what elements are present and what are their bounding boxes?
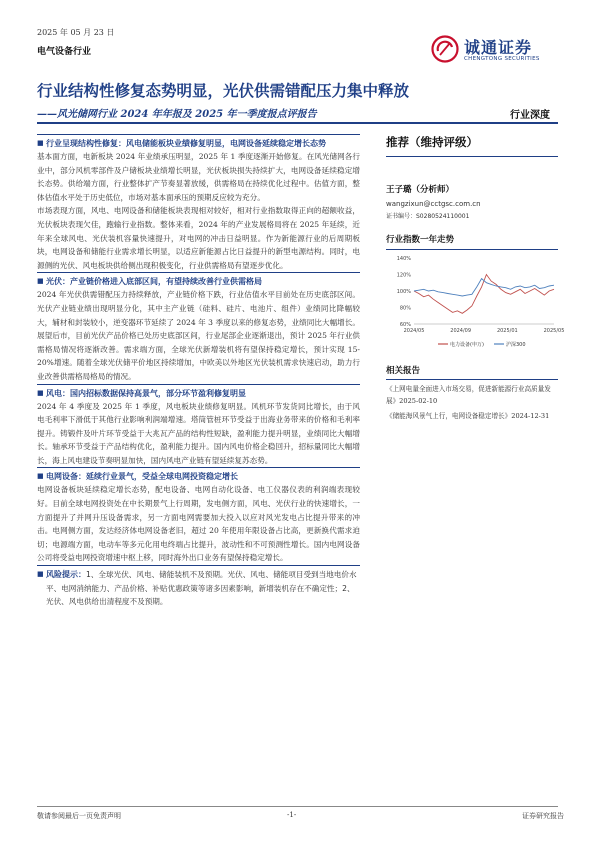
square-bullet-icon: ■ bbox=[37, 388, 44, 397]
industry-label: 电气设备行业 bbox=[37, 47, 92, 57]
y-tick-label: 60% bbox=[399, 322, 411, 328]
y-tick-label: 80% bbox=[399, 305, 411, 312]
logo-chinese-name: 诚通证券 bbox=[464, 38, 533, 57]
section-risk bbox=[37, 565, 360, 609]
x-tick-label: 2024/05 bbox=[403, 328, 425, 334]
chart-title: 行业指数一年走势 bbox=[386, 235, 455, 245]
section-grid bbox=[37, 467, 360, 565]
section-heading: ■ 行业呈现结构性修复：风电储能板块业绩修复明显，电网设备延续稳定增长态势 bbox=[37, 134, 360, 150]
x-tick-label: 2025/05 bbox=[543, 328, 565, 334]
section-pv bbox=[37, 272, 360, 383]
square-bullet-icon: ■ bbox=[37, 570, 44, 579]
y-tick-label: 120% bbox=[396, 272, 411, 279]
page-number: -1- bbox=[287, 811, 297, 819]
report-type: 行业深度 bbox=[510, 110, 550, 121]
y-tick-label: 140% bbox=[396, 256, 411, 262]
index-trend-chart-svg bbox=[386, 252, 565, 352]
related-divider bbox=[386, 379, 558, 380]
summary-column bbox=[37, 134, 360, 609]
x-tick-label: 2025/01 bbox=[496, 328, 518, 334]
report-date: 2025 年 05 月 23 日 bbox=[37, 28, 115, 37]
paragraph: 基本面方面，电新板块 2024 年业绩承压明显，2025 年 1 季度逐渐开始修复。在风光储网各行业中，部分风机零部件及户储板块业绩增长明显，光伏板块损失持续扩大，电网设备延续稳定增长态势。供给端方面，行业整体扩产节奏显著放缓，供需格局在持续优化过程中。估值方面，整体估值水平处于历史低位，市场对基本面承压的预期反应较为充分。 bbox=[37, 152, 360, 202]
paragraph: 市场表现方面，风电、电网设备和储能板块表现相对较好，相对行业指数取得正向的超额收益，光伏板块表现欠佳，跑输行业指数。整体来看，2024 年的产业发展格局将在 2025 年延续，近年来全球风电、光伏装机容量快速提升，对电网的冲击日益明显。作为新能源行业的后周期板块，电网设备和储能行业需求增长明显，以适应新能源占比日益提升的新型电源结构。同时，电源侧的光伏、风电板块供给侧出现积极变化，行业供需格局有望逐步优化。 bbox=[37, 206, 360, 270]
analyst-email[interactable]: wangzixun@cctgsc.com.cn bbox=[386, 200, 481, 208]
risk-text: 1、全球光伏、风电、储能装机不及预期。光伏、风电、储能项目受到当地电价水平、电网消纳能力、产品价格、补贴优惠政策等诸多因素影响，新增装机存在不确定性；2、光伏、风电供给出清程度不及预期。 bbox=[46, 570, 357, 607]
footer-report-type: 证券研究报告 bbox=[522, 812, 564, 820]
related-reports-list bbox=[386, 384, 558, 427]
related-report-item[interactable]: 《上网电量全面进入市场交易，促进新能源行业高质量发展》2025-02-10 bbox=[386, 385, 551, 405]
report-subtitle: ——风光储网行业 2024 年年报及 2025 年一季度报点评报告 bbox=[37, 109, 317, 120]
title-divider bbox=[37, 122, 558, 124]
paragraph: 2024 年 4 季度及 2025 年 1 季度，风电板块业绩修复明显。风机环节发货同比增长，由于风电毛利率下滑低于其他行业影响利润端增速。塔筒管桩环节受益于出海业务带来的价格和毛利率提升。铸锻件及叶片环节受益于大兆瓦产品的结构性短缺，盈利能力提升明显，业绩同比大幅增长。轴承环节受益于产品结构优化，盈利能力提升。国内风电价格企稳回升，招标量同比大幅增长，海上风电建设节奏明显加快，国内风电产业链有望延续复苏态势。 bbox=[37, 401, 360, 465]
series-line-1 bbox=[414, 279, 554, 296]
section-industry bbox=[37, 134, 360, 272]
paragraph: 2024 年光伏供需错配压力持续释放，产业链价格下跌，行业估值水平目前处在历史底部区间。光伏产业链业绩出现明显分化，其中主产业链（硅料、硅片、电池片、组件）业绩同比降幅较大，辅材和封装较小，逆变器环节延续了 2024 年 3 季度以来的修复态势，业绩同比大幅增长。展望后市，目前光伏产品价格已处历史底部区间，行业尾部企业逐渐退出，预计 2025 年行业供需格局情况将逐渐改善。需求端方面，全球光伏新增装机将有望保持稳定增长，预计实现 15-20%增速。随着全球光伏储平价地区持续增加，中欧美以外地区光伏装机需求快速启动，助力行业改善供需格局格局的情况。 bbox=[37, 290, 360, 381]
section-heading: ■ 光伏：产业链价格进入底部区间，有望持续改善行业供需格局 bbox=[37, 272, 360, 288]
legend-label: 沪深300 bbox=[506, 342, 526, 348]
footer-disclaimer: 敬请参阅最后一页免责声明 bbox=[37, 812, 121, 820]
footer-divider bbox=[37, 806, 558, 807]
square-bullet-icon: ■ bbox=[37, 277, 44, 286]
sidebar bbox=[386, 134, 558, 220]
section-heading: ■ 风电：国内招标数据保持高景气，部分环节盈利修复明显 bbox=[37, 384, 360, 400]
legend-label: 电力设备(申万) bbox=[450, 342, 484, 348]
company-logo bbox=[431, 33, 557, 67]
section-heading bbox=[37, 565, 360, 609]
index-trend-chart bbox=[386, 252, 565, 352]
logo-english-name: CHENGTONG SECURITIES bbox=[464, 56, 540, 62]
rating-label: 推荐（维持评级） bbox=[386, 134, 558, 157]
section-heading: ■ 电网设备：延续行业景气，受益全球电网投资稳定增长 bbox=[37, 467, 360, 483]
report-title: 行业结构性修复态势明显，光伏供需错配压力集中释放 bbox=[37, 82, 410, 100]
related-reports-title: 相关报告 bbox=[386, 366, 421, 376]
square-bullet-icon: ■ bbox=[37, 472, 44, 481]
analyst-name: 王子璐（分析师） bbox=[386, 185, 455, 195]
x-tick-label: 2024/09 bbox=[450, 328, 472, 334]
analyst-certificate: 证书编号：S0280524110001 bbox=[386, 213, 470, 220]
y-tick-label: 100% bbox=[396, 289, 411, 295]
risk-label: 风险提示： bbox=[46, 570, 86, 580]
paragraph: 电网设备板块延续稳定增长态势，配电设备、电网自动化设备、电工仪器仪表的利润端表现较好。目前全球电网投资处在中长期景气上行周期，发电侧方面，风电、光伏行业的快速增长，一方面提升了并网升压设备需求，另一方面电网需要加大投入以应对风光发电占比提升带来的冲击。电网侧方面，发达经济体电网设备老旧，超过 20 年使用年限设备占比高，更新换代需求迫切；电源端方面，电动车等多元化用电终端占比提升，波动性和不可预测性增长。国内电网设备公司将受益电网投资增速中枢上移，同时海外出口业务有望保持稳定增长。 bbox=[37, 485, 360, 563]
square-bullet-icon: ■ bbox=[37, 139, 44, 147]
section-wind bbox=[37, 384, 360, 468]
related-report-item[interactable]: 《储能海风景气上行，电网设备稳定增长》2024-12-31 bbox=[386, 412, 550, 420]
company-logo-icon bbox=[431, 35, 459, 63]
chart-divider bbox=[386, 249, 558, 250]
